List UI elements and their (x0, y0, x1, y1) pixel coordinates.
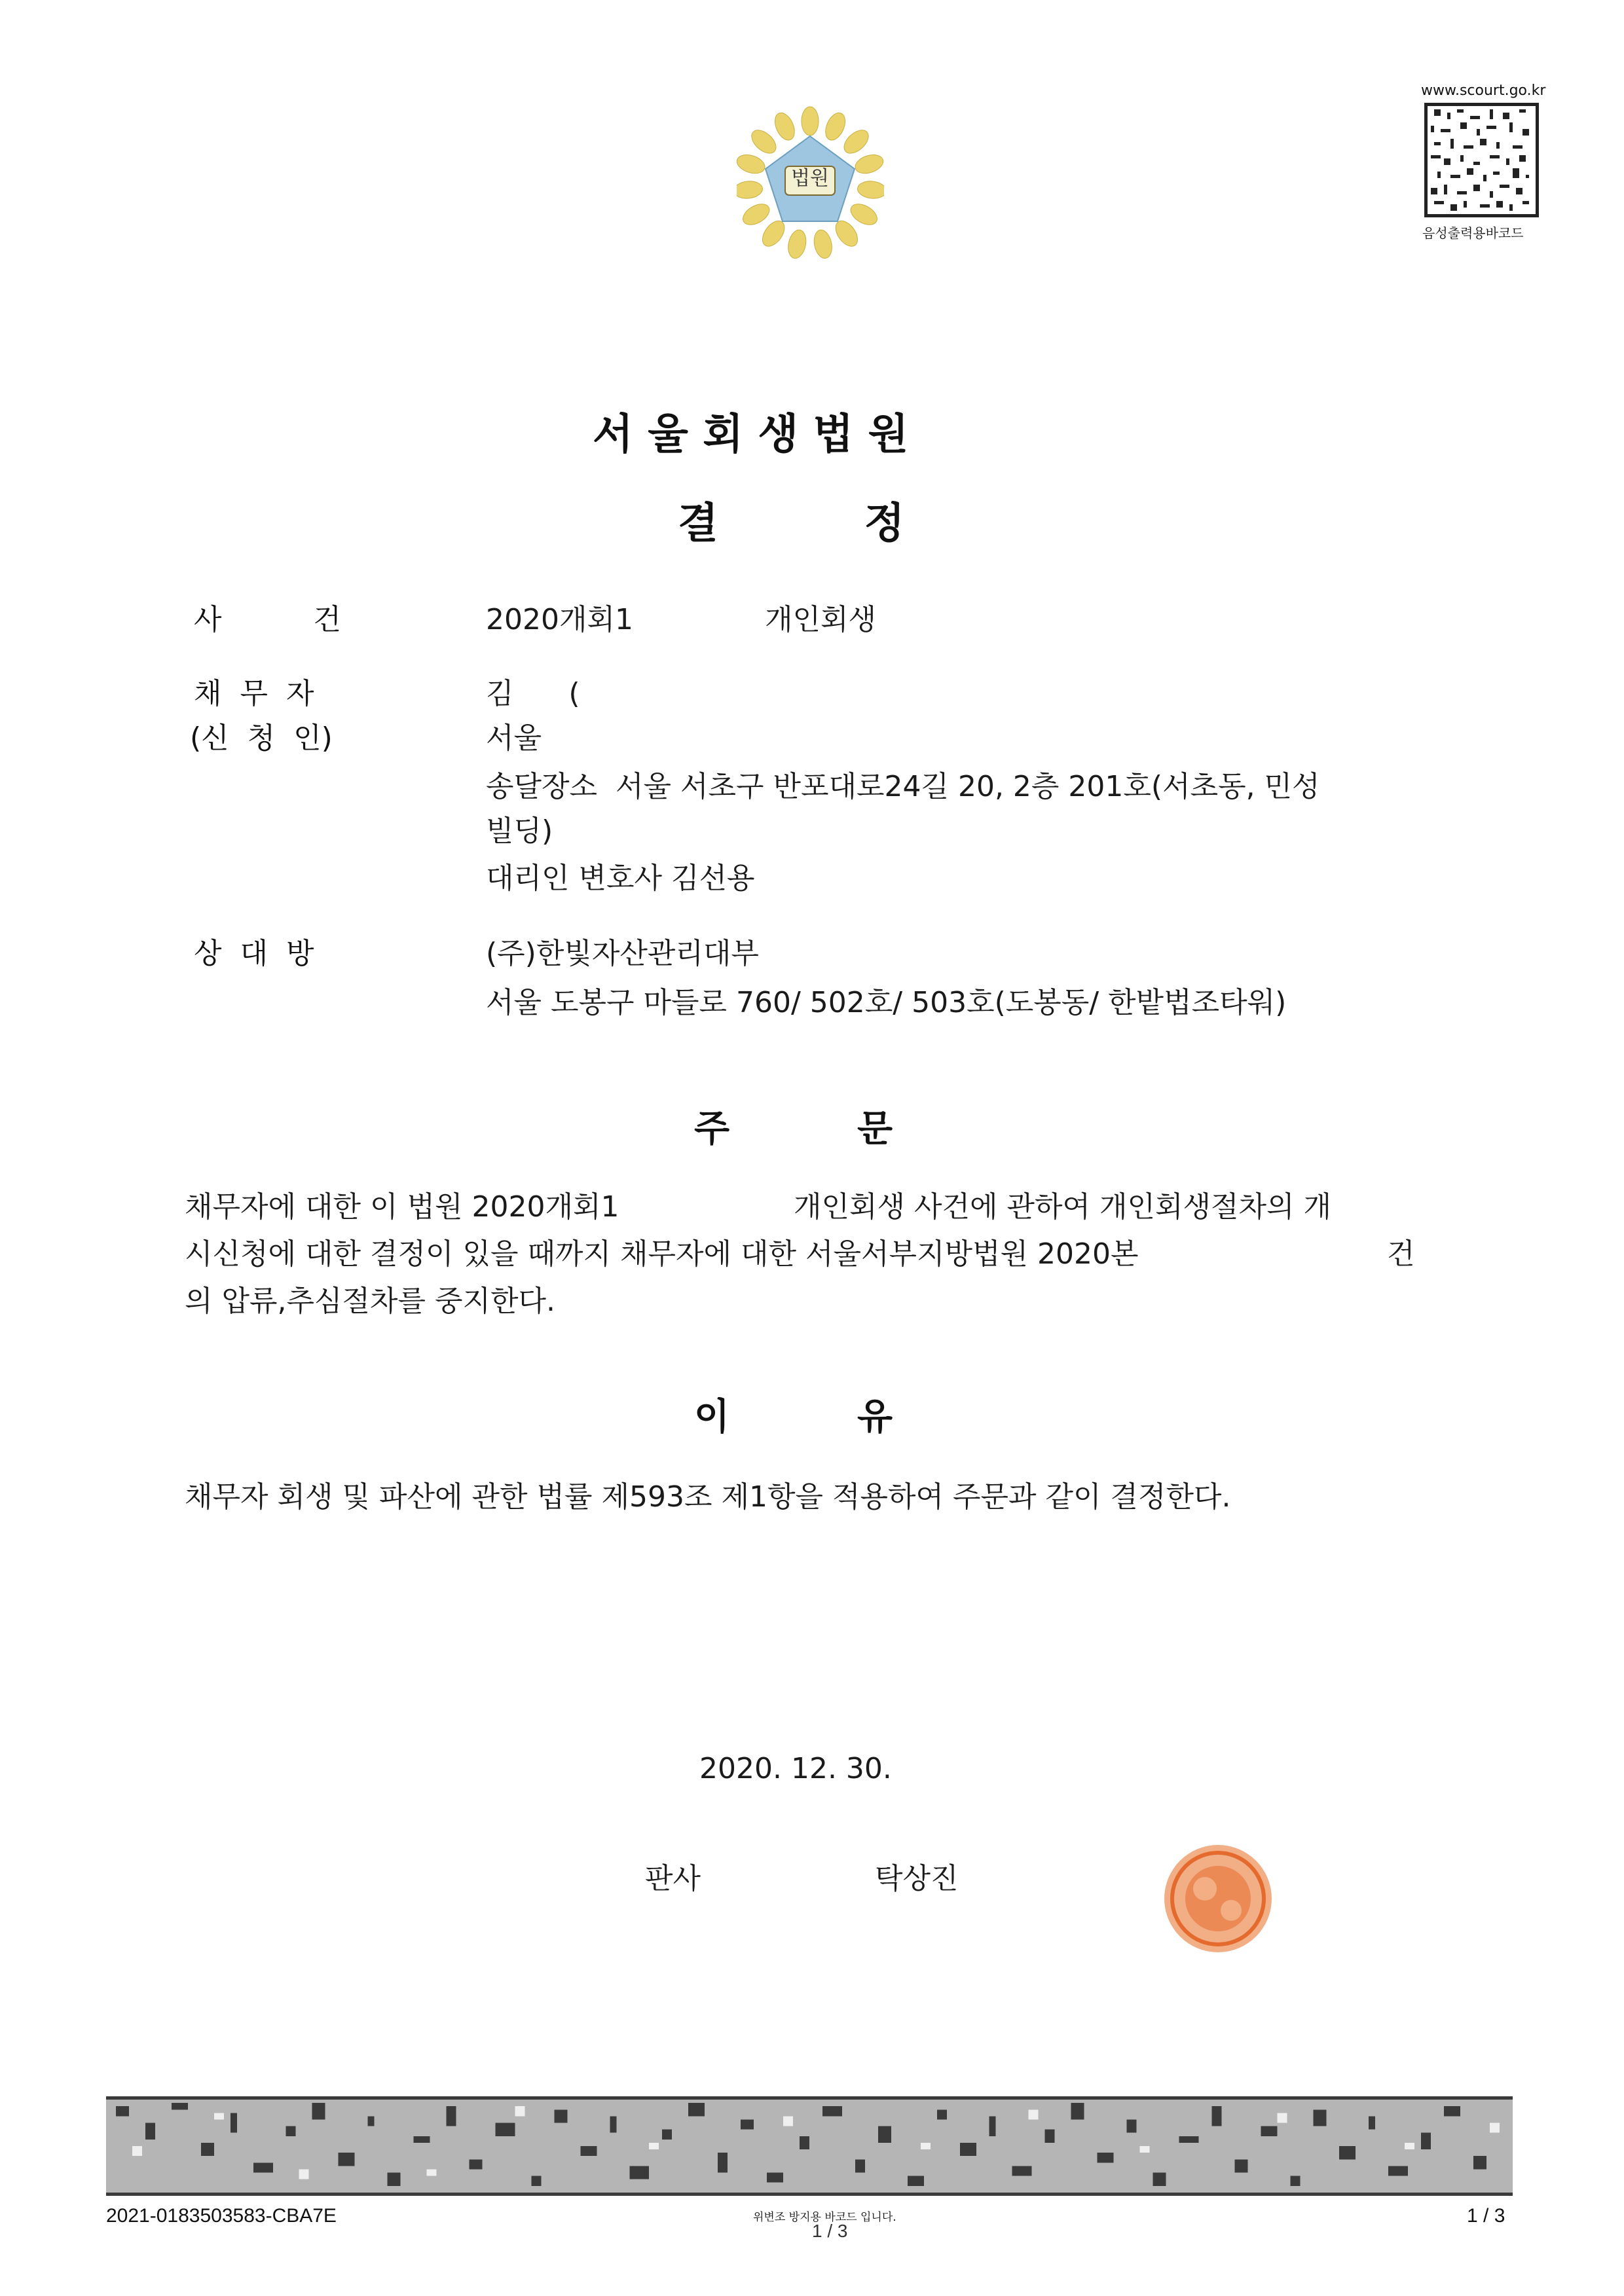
order-line1a: 채무자에 대한 이 법원 2020개회1 (185, 1190, 619, 1224)
anti-forgery-barcode (106, 2096, 1513, 2196)
judge-name: 탁상진 (875, 1862, 959, 1895)
page-number-right: 1 / 3 (1467, 2205, 1505, 2227)
decision-date: 2020. 12. 30. (699, 1752, 892, 1785)
barcode-notice: 위변조 방지용 바코드 입니다. (753, 2211, 896, 2224)
document-id: 2021-0183503583-CBA7E (106, 2205, 337, 2227)
service-address: 송달장소 서울 서초구 반포대로24길 20, 2층 201호(서초동, 민성 (486, 770, 1320, 803)
debtor-name: 김 ( (486, 677, 580, 710)
voice-barcode-icon (1424, 103, 1539, 217)
judge-seal-stamp (1159, 1840, 1277, 1958)
order-line2a: 시신청에 대한 결정이 있을 때까지 채무자에 대한 서울서부지방법원 2020본 (185, 1237, 1139, 1271)
debtor-label: 채 무 자 (194, 677, 314, 710)
order-line3: 의 압류,추심절차를 중지한다. (185, 1285, 555, 1318)
reason-heading: 이 유 (694, 1396, 893, 1438)
opponent-label: 상 대 방 (194, 937, 314, 970)
order-line2b: 건 (1387, 1237, 1415, 1271)
debtor-address: 서울 (486, 721, 542, 755)
order-line1b: 개인회생 사건에 관하여 개인회생절차의 개 (794, 1190, 1332, 1224)
judge-title: 판사 (645, 1862, 701, 1895)
case-type: 개인회생 (765, 603, 877, 636)
qr-url-text: www.scourt.go.kr (1421, 82, 1546, 99)
page-number-center: 1 / 3 (812, 2221, 848, 2241)
opponent-address: 서울 도봉구 마들로 760/ 502호/ 503호(도봉동/ 한밭법조타워) (486, 986, 1287, 1019)
court-name: 서 울 회 생 법 원 (593, 410, 909, 459)
qr-caption: 음성출력용바코드 (1422, 225, 1524, 241)
emblem-text: 법원 (791, 167, 829, 190)
court-emblem-logo (737, 100, 884, 260)
applicant-label: (신 청 인) (190, 721, 333, 755)
case-label: 사 건 (194, 603, 341, 636)
order-heading: 주 문 (694, 1108, 893, 1150)
case-number: 2020개회1 (486, 603, 633, 636)
reason-line1: 채무자 회생 및 파산에 관한 법률 제593조 제1항을 적용하여 주문과 같이 결정한다. (185, 1480, 1231, 1514)
document-title: 결 정 (678, 500, 905, 548)
service-address-cont: 빌딩) (486, 814, 553, 848)
opponent-name: (주)한빛자산관리대부 (486, 937, 759, 970)
agent: 대리인 변호사 김선용 (486, 862, 755, 895)
